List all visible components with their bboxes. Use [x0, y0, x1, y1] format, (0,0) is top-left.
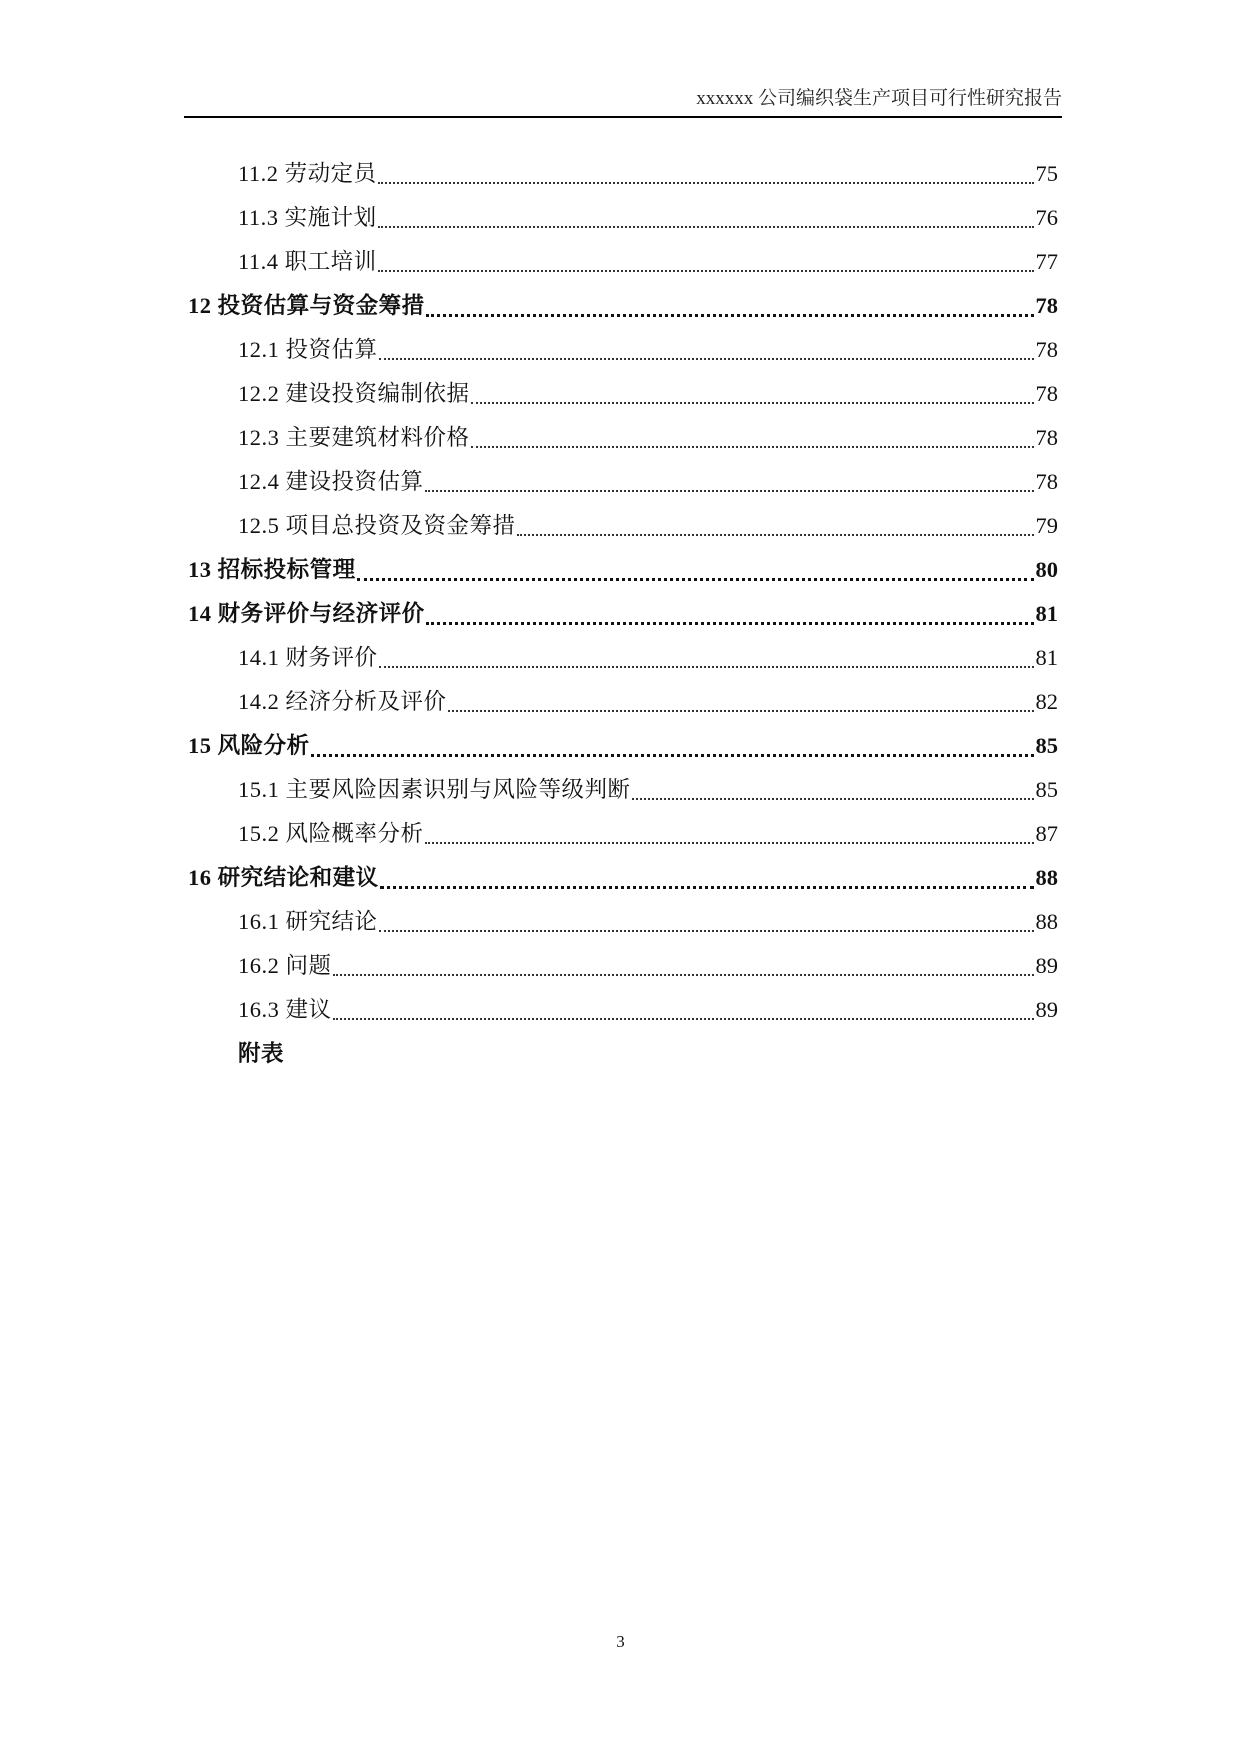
- toc-entry-page: 76: [1035, 205, 1058, 230]
- toc-entry[interactable]: [238, 465, 1058, 499]
- toc-entry-page: 82: [1035, 689, 1058, 714]
- toc-leader-dots: [632, 798, 1034, 800]
- toc-leader-dots: [311, 754, 1034, 757]
- toc-appendix-label: 附表: [238, 1041, 285, 1066]
- toc-entry-page: 78: [1035, 293, 1058, 318]
- toc-entry[interactable]: [238, 993, 1058, 1027]
- toc-entry-label: 15.1 主要风险因素识别与风险等级判断: [238, 777, 631, 802]
- toc-leader-dots: [333, 974, 1034, 976]
- toc-entry-label: 16.1 研究结论: [238, 909, 378, 934]
- page-number: 3: [616, 1632, 625, 1651]
- toc-entry[interactable]: [238, 641, 1058, 675]
- toc-entry-page: 88: [1035, 865, 1058, 890]
- toc-appendix-entry[interactable]: [238, 1037, 1058, 1071]
- toc-entry-page: 80: [1035, 557, 1058, 582]
- toc-entry-page: 75: [1035, 161, 1058, 186]
- toc-entry-label: 12.1 投资估算: [238, 337, 378, 362]
- toc-entry-label: 11.3 实施计划: [238, 205, 377, 230]
- toc-entry-page: 87: [1035, 821, 1058, 846]
- toc-leader-dots: [379, 358, 1034, 360]
- toc-entry-page: 77: [1035, 249, 1058, 274]
- toc-entry-label: 16.3 建议: [238, 997, 332, 1022]
- toc-leader-dots: [380, 886, 1034, 889]
- toc-entry-page: 81: [1035, 601, 1058, 626]
- toc-entry[interactable]: [238, 245, 1058, 279]
- toc-entry-label: 15 风险分析: [188, 733, 310, 758]
- toc-leader-dots: [378, 182, 1034, 184]
- toc-entry-label: 16.2 问题: [238, 953, 332, 978]
- toc-entry-label: 14.2 经济分析及评价: [238, 689, 447, 714]
- toc-entry[interactable]: [238, 685, 1058, 719]
- toc-entry-page: 78: [1035, 425, 1058, 450]
- toc-leader-dots: [379, 666, 1034, 668]
- toc-entry-label: 12.5 项目总投资及资金筹措: [238, 513, 516, 538]
- toc-entry-label: 11.4 职工培训: [238, 249, 377, 274]
- toc-leader-dots: [471, 446, 1034, 448]
- toc-entry-label: 12.2 建设投资编制依据: [238, 381, 470, 406]
- toc-entry-page: 88: [1035, 909, 1058, 934]
- toc-leader-dots: [378, 226, 1034, 228]
- toc-entry-page: 89: [1035, 953, 1058, 978]
- header-title: xxxxxx 公司编织袋生产项目可行性研究报告: [696, 88, 1062, 109]
- toc-entry-page: 81: [1035, 645, 1058, 670]
- toc-entry[interactable]: [238, 377, 1058, 411]
- toc-entry-label: 12 投资估算与资金筹措: [188, 293, 425, 318]
- toc-entry-page: 85: [1035, 733, 1058, 758]
- toc-chapter-entry[interactable]: [188, 729, 1058, 763]
- toc-entry[interactable]: [238, 509, 1058, 543]
- toc-chapter-entry[interactable]: [188, 861, 1058, 895]
- toc-entry-label: 16 研究结论和建议: [188, 865, 379, 890]
- toc-chapter-entry[interactable]: [188, 553, 1058, 587]
- toc-chapter-entry[interactable]: [188, 289, 1058, 323]
- toc-entry-label: 11.2 劳动定员: [238, 161, 377, 186]
- page-header: [184, 86, 1062, 118]
- toc-leader-dots: [357, 578, 1034, 581]
- toc-entry-page: 78: [1035, 381, 1058, 406]
- toc-leader-dots: [333, 1018, 1034, 1020]
- toc-leader-dots: [448, 710, 1034, 712]
- toc-leader-dots: [471, 402, 1034, 404]
- toc-entry-page: 85: [1035, 777, 1058, 802]
- toc-entry[interactable]: [238, 421, 1058, 455]
- toc-entry[interactable]: [238, 201, 1058, 235]
- toc-entry-label: 14 财务评价与经济评价: [188, 601, 425, 626]
- toc-entry[interactable]: [238, 817, 1058, 851]
- toc-chapter-entry[interactable]: [188, 597, 1058, 631]
- toc-entry[interactable]: [238, 949, 1058, 983]
- toc-entry-page: 79: [1035, 513, 1058, 538]
- toc-leader-dots: [426, 314, 1034, 317]
- toc-leader-dots: [379, 930, 1034, 932]
- toc-entry-page: 78: [1035, 337, 1058, 362]
- toc-entry[interactable]: [238, 905, 1058, 939]
- toc-entry-page: 78: [1035, 469, 1058, 494]
- toc-leader-dots: [425, 842, 1034, 844]
- toc-entry-page: 89: [1035, 997, 1058, 1022]
- toc-entry[interactable]: [238, 773, 1058, 807]
- toc-leader-dots: [425, 490, 1034, 492]
- toc-entry-label: 12.3 主要建筑材料价格: [238, 425, 470, 450]
- toc-entry-label: 13 招标投标管理: [188, 557, 356, 582]
- toc-entry[interactable]: [238, 157, 1058, 191]
- toc-entry[interactable]: [238, 333, 1058, 367]
- toc-entry-label: 15.2 风险概率分析: [238, 821, 424, 846]
- toc-leader-dots: [426, 622, 1034, 625]
- toc-entry-label: 12.4 建设投资估算: [238, 469, 424, 494]
- toc-leader-dots: [378, 270, 1034, 272]
- toc-entry-label: 14.1 财务评价: [238, 645, 378, 670]
- toc-leader-dots: [517, 534, 1034, 536]
